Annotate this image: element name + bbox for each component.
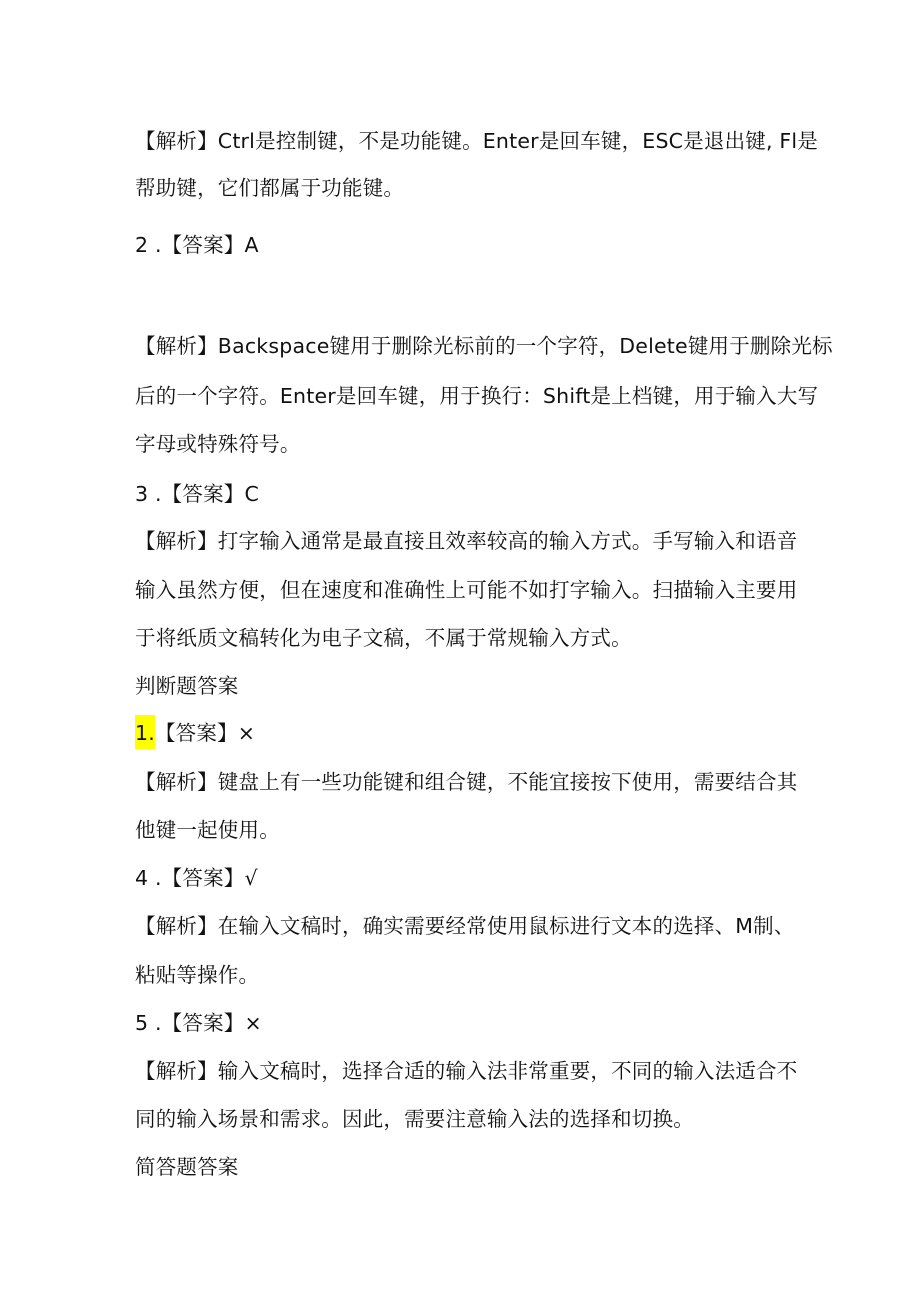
- text-line-13: 【解析】键盘上有一些功能键和组合键，不能宜接按下使用，需要结合其: [135, 770, 798, 794]
- text-line-2: 帮助键，它们都属于功能键。: [135, 176, 405, 200]
- answer-heading-1: [135, 720, 255, 746]
- text-line-10: 于将纸质文稿转化为电子文稿，不属于常规输入方式。: [135, 626, 632, 650]
- answer-label: 【答案】×: [154, 721, 256, 745]
- section-heading-judgment: 判断题答案: [135, 674, 239, 698]
- text-line-8: 【解析】打字输入通常是最直接且效率较高的输入方式。手写输入和语音: [135, 529, 798, 553]
- text-line-9: 输入虽然方便，但在速度和准确性上可能不如打字输入。扫描输入主要用: [135, 578, 798, 602]
- answer-heading-5: 5 .【答案】×: [135, 1011, 262, 1035]
- text-line-4: 【解析】Backspace键用于删除光标前的一个字符，Delete键用于删除光标: [135, 334, 833, 358]
- text-line-20: 同的输入场景和需求。因此，需要注意输入法的选择和切换。: [135, 1107, 694, 1131]
- text-line-16: 【解析】在输入文稿时，确实需要经常使用鼠标进行文本的选择、M制、: [135, 914, 795, 938]
- text-line-19: 【解析】输入文稿时，选择合适的输入法非常重要，不同的输入法适合不: [135, 1059, 798, 1083]
- section-heading-short-answer: 简答题答案: [135, 1155, 239, 1179]
- highlighted-number: 1.: [135, 715, 155, 749]
- text-line-14: 他键一起使用。: [135, 818, 280, 842]
- answer-heading-2: 2 .【答案】A: [135, 233, 259, 257]
- text-line-17: 粘贴等操作。: [135, 963, 260, 987]
- text-line-6: 字母或特殊符号。: [135, 432, 301, 456]
- answer-heading-3: 3 .【答案】C: [135, 482, 259, 506]
- answer-heading-4: 4 .【答案】√: [135, 866, 258, 890]
- text-line-5: 后的一个字符。Enter是回车键，用于换行：Shift是上档键，用于输入大写: [135, 384, 819, 408]
- text-line-1: 【解析】Ctrl是控制键，不是功能键。Enter是回车键，ESC是退出键, Fl是: [135, 129, 818, 153]
